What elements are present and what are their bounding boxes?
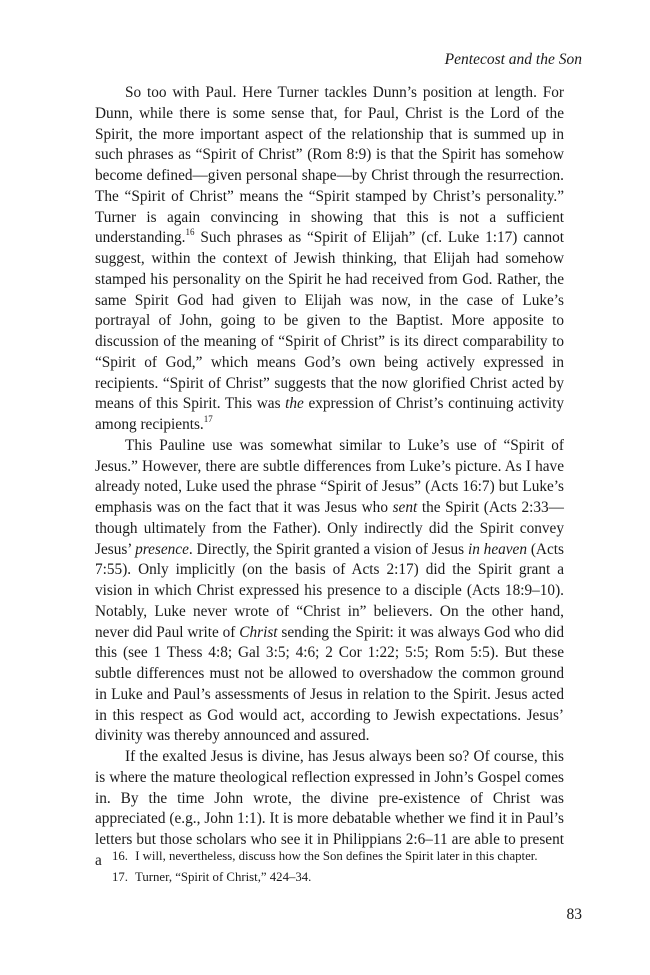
- footnote-number: 16.: [112, 849, 128, 863]
- footnote-number: 17.: [112, 870, 128, 884]
- footnote-ref-16[interactable]: 16: [185, 227, 195, 238]
- paragraph-1-text-c: expression of Christ’s continuing activity among recipients.: [95, 395, 564, 433]
- paragraph-2-emphasis-in-heaven: in heaven: [467, 540, 527, 558]
- footnotes: [112, 846, 564, 888]
- footnote-17: [112, 867, 564, 888]
- paragraph-2-emphasis-christ: Christ: [239, 623, 278, 641]
- running-head: Pentecost and the Son: [444, 51, 582, 68]
- paragraph-2: [95, 436, 564, 747]
- paragraph-2-emphasis-presence: presence: [135, 540, 189, 558]
- paragraph-2-emphasis-sent: sent: [392, 499, 418, 516]
- paragraph-2-text-e: sending the Spirit: it was always God who did this (see 1 Thess 4:8; Gal 3:5; 4:6; 2 Cor 1:22; 5:5; Rom 5:5). But these subtle differences must not be allowed to overshadow the common ground in Luke and Paul’s assessments of Jesus in relation to the Spirit. Jesus acted in this respect as God would act, according to Jewish expectations. Jesus’ divinity was thereby announced and assured.: [95, 623, 564, 745]
- paragraph-1-emphasis: the: [285, 395, 304, 413]
- paragraph-1-text-b: Such phrases as “Spirit of Elijah” (cf. Luke 1:17) cannot suggest, within the context of Jewish thinking, that Elijah had somehow stamped his personality on the Spirit he had received from God. Rather, the same Spirit God had given to Elijah was now, in the case of Luke’s portrayal of John, going to be given to the Baptist. More apposite to discussion of the meaning of “Spirit of Christ” is its direct comparability to “Spirit of God,” which means God’s own being actively expressed in recipients. “Spirit of Christ” suggests that the now glorified Christ acted by means of this Spirit. This was: [95, 229, 564, 413]
- footnote-16: [112, 846, 564, 867]
- paragraph-2-text-c: . Directly, the Spirit granted a vision of Jesus: [188, 540, 468, 558]
- footnote-text: I will, nevertheless, discuss how the Son defines the Spirit later in this chapter.: [135, 849, 538, 863]
- paragraph-3-text: If the exalted Jesus is divine, has Jesus always been so? Of course, this is where the mature theological reflection expressed in John’s Gospel comes in. By the time John wrote, the divine pre-existence of Christ was appreciated (e.g., John 1:1). It is more debatable whether we find it in Paul’s letters but those scholars who see it in Philippians 2:6–11 are able to present a: [95, 748, 564, 869]
- page-number: 83: [566, 906, 582, 923]
- footnote-ref-17[interactable]: 17: [203, 413, 213, 424]
- paragraph-1-text-a: So too with Paul. Here Turner tackles Dunn’s position at length. For Dunn, while there is some sense that, for Paul, Christ is the Lord of the Spirit, the more important aspect of the relationship that is summed up in such phrases as “Spirit of Christ” (Rom 8:9) is that the Spirit has somehow become defined—given personal shape—by Christ through the resurrection. The “Spirit of Christ” means the “Spirit stamped by Christ’s personality.” Turner is again convincing in showing that this is not a sufficient understanding.: [95, 84, 564, 247]
- footnote-text: Turner, “Spirit of Christ,” 424–34.: [134, 870, 312, 884]
- paragraph-2-text-d: (Acts 7:55). Only implicitly (on the basis of Acts 2:17) did the Spirit grant a vision in which Christ expressed his presence to a disciple (Acts 18:9–10). Notably, Luke never wrote of “Christ in” believers. On the other hand, never did Paul write of: [95, 540, 564, 641]
- paragraph-2-text-a: This Pauline use was somewhat similar to Luke’s use of “Spirit of Jesus.” However, there are subtle differences from Luke’s picture. As I have already noted, Luke used the phrase “Spirit of Jesus” (Acts 16:7) but Luke’s emphasis was on the fact that it was Jesus who: [95, 436, 564, 516]
- paragraph-2-text-b: the Spirit (Acts 2:33—though ultimately from the Father). Only indirectly did the Spirit convey Jesus’: [95, 499, 564, 558]
- paragraph-1: [95, 83, 564, 436]
- body-text: [95, 83, 564, 872]
